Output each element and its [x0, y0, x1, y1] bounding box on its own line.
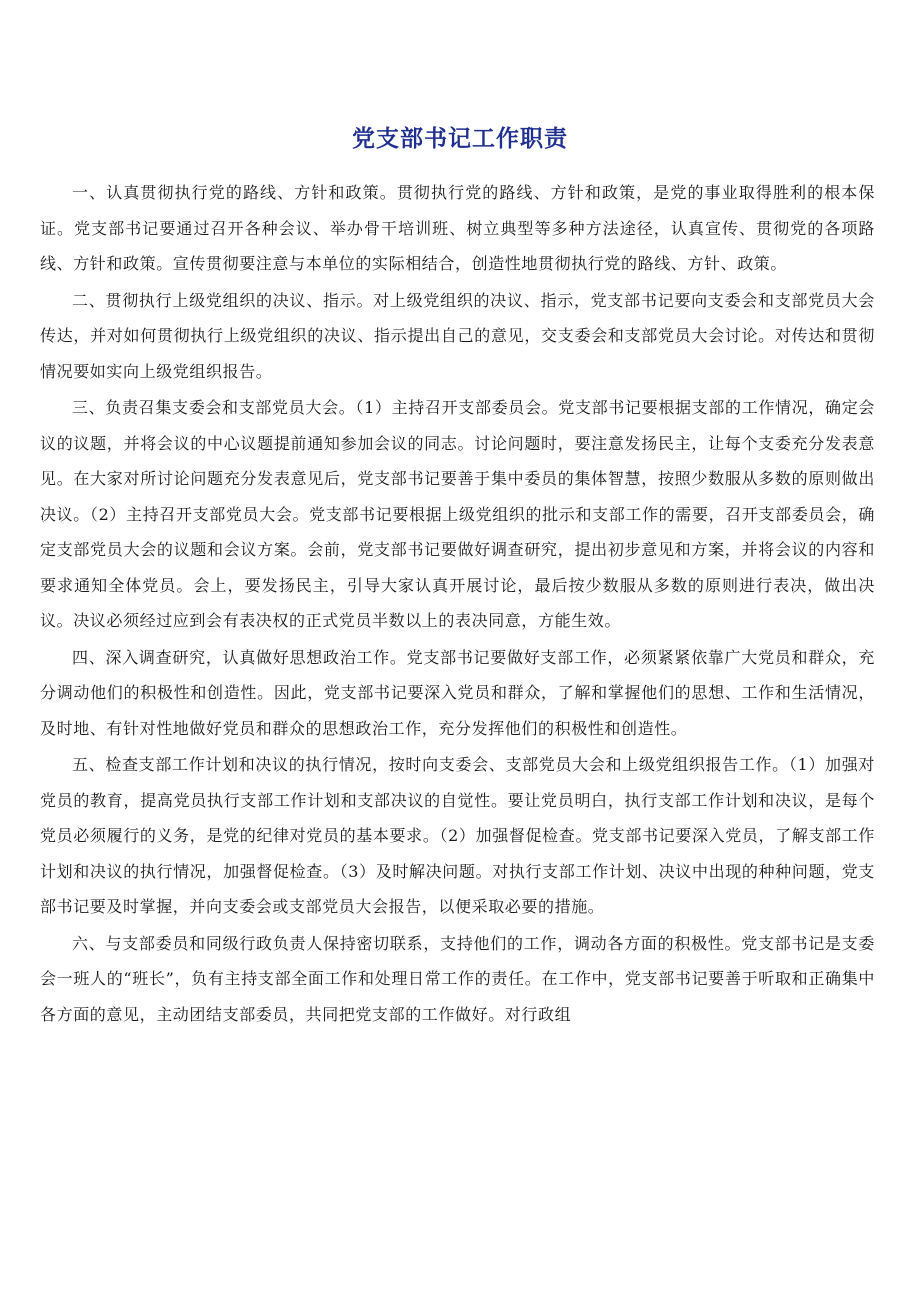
paragraph-4: 四、深入调查研究，认真做好思想政治工作。党支部书记要做好支部工作，必须紧紧依靠广大党员和群众，充分调动他们的积极性和创造性。因此，党支部书记要深入党员和群众，了解和掌握他们的思想、工作和生活情况，及时地、有针对性地做好党员和群众的思想政治工作，充分发挥他们的积极性和创造性。 — [40, 647, 875, 738]
paragraph-2: 二、贯彻执行上级党组织的决议、指示。对上级党组织的决议、指示，党支部书记要向支委会和支部党员大会传达，并对如何贯彻执行上级党组织的决议、指示提出自己的意见，交支委会和支部党员大会讨论。对传达和贯彻情况要如实向上级党组织报告。 — [40, 290, 875, 381]
paragraph-6: 六、与支部委员和同级行政负责人保持密切联系，支持他们的工作，调动各方面的积极性。党支部书记是支委会一班人的“班长”，负有主持支部全面工作和处理日常工作的责任。在工作中，党支部书记要善于听取和正确集中各方面的意见，主动团结支部委员，共同把党支部的工作做好。对行政组 — [40, 933, 875, 1024]
paragraph-3: 三、负责召集支委会和支部党员大会。（1）主持召开支部委员会。党支部书记要根据支部的工作情况，确定会议的议题，并将会议的中心议题提前通知参加会议的同志。讨论问题时，要注意发扬民主，让每个支委充分发表意见。在大家对所讨论问题充分发表意见后，党支部书记要善于集中委员的集体智慧，按照少数服从多数的原则做出决议。（2）主持召开支部党员大会。党支部书记要根据上级党组织的批示和支部工作的需要，召开支部委员会，确定支部党员大会的议题和会议方案。会前，党支部书记要做好调查研究，提出初步意见和方案，并将会议的内容和要求通知全体党员。会上，要发扬民主，引导大家认真开展讨论，最后按少数服从多数的原则进行表决，做出决议。决议必须经过应到会有表决权的正式党员半数以上的表决同意，方能生效。 — [40, 398, 875, 630]
page-title: 党支部书记工作职责 — [352, 126, 568, 152]
paragraph-5: 五、检查支部工作计划和决议的执行情况，按时向支委会、支部党员大会和上级党组织报告工作。（1）加强对党员的教育，提高党员执行支部工作计划和支部决议的自觉性。要让党员明白，执行支部工作计划和决议，是每个党员必须履行的义务，是党的纪律对党员的基本要求。（2）加强督促检查。党支部书记要深入党员，了解支部工作计划和决议的执行情况，加强督促检查。（3）及时解决问题。对执行支部工作计划、决议中出现的种种问题，党支部书记要及时掌握，并向支委会或支部党员大会报告，以便采取必要的措施。 — [40, 755, 875, 916]
document-body — [40, 175, 875, 1033]
paragraph-1: 一、认真贯彻执行党的路线、方针和政策。贯彻执行党的路线、方针和政策，是党的事业取得胜利的根本保证。党支部书记要通过召开各种会议、举办骨干培训班、树立典型等多种方法途径，认真宣传、贯彻党的各项路线、方针和政策。宣传贯彻要注意与本单位的实际相结合，创造性地贯彻执行党的路线、方针、政策。 — [40, 183, 875, 273]
